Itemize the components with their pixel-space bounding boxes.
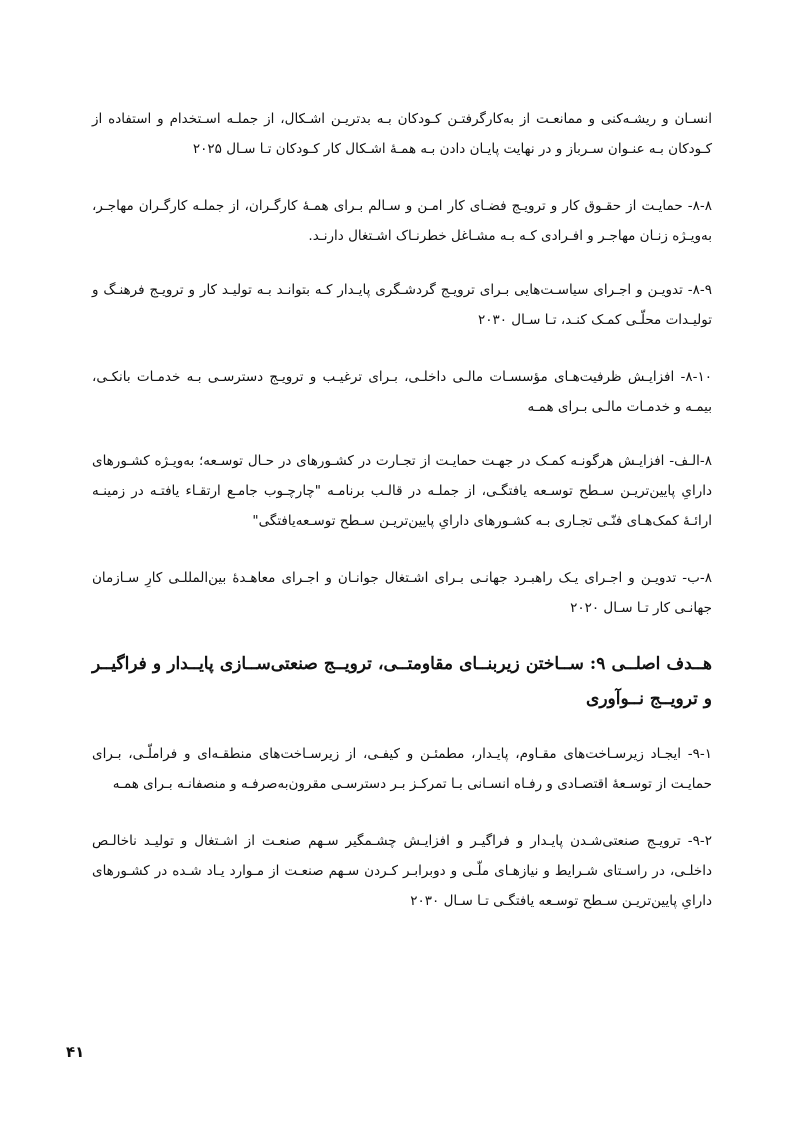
paragraph-target-9-1: ۹-۱- ایجـاد زیرسـاخت‌های مقـاوم، پایـدار، مطمئـن و کیفـی، از زیرسـاخت‌های منطقـه‌ای و فراملّـی، بـرای حمایـت از توسـعۀ اقتصـادی و رفـاه انسـانی بـا تمرکـز بـر دسترسـی مقرون‌به‌صرفـه و منصفانـه بـرای همـه <box>92 746 712 792</box>
paragraph-target-8-b: ۸-ب- تدویـن و اجـرای یـک راهبـرد جهانـی بـرای اشـتغال جوانـان و اجـرای معاهـدۀ بین‌المللـی کارِ سـازمان جهانـی کار تـا سـال ۲۰۲۰ <box>92 570 712 616</box>
paragraph-target-8-a: ۸-الـف- افزایـش هرگونـه کمـک در جهـت حمایـت از تجـارت در کشـورهای در حـال توسـعه؛ به‌ویـژه کشـورهای دارایِ پایین‌تریـن سـطح توسـعه یافتگـی، از جملـه در قالـب برنامـه "چارچـوب جامـع ارتقـاء یافتـه در زمینـه ارائـۀ کمک‌هـای فنّـی تجـاری بـه کشـورهای دارایِ پایین‌تریـن سـطح توسـعه‌یافتگی" <box>92 453 712 529</box>
page-number: ۴۱ <box>66 1043 85 1061</box>
paragraph-target-9-2: ۹-۲- ترویـج صنعتی‌شـدن پایـدار و فراگیـر و افزایـش چشـمگیر سـهم صنعـت از اشـتغال و تولیـد ناخالـص داخلـی، در راسـتای شـرایط و نیازهـای ملّـی و دوبرابـر کـردن سـهم صنعـت از مـوارد یـاد شـده در کشـورهای دارایِ پایین‌تریـن سـطح توسـعه یافتگـی تـا سـال ۲۰۳۰ <box>92 833 712 909</box>
paragraph-target-8-9: ۸-۹- تدویـن و اجـرای سیاسـت‌هایی بـرای ترویـج گردشـگری پایـدار کـه بتوانـد بـه تولیـد کار و ترویـج فرهنـگ و تولیـدات محلّـی کمـک کنـد، تـا سـال ۲۰۳۰ <box>92 282 712 328</box>
paragraph-target-8-8: ۸-۸- حمایـت از حقـوق کار و ترویـج فضـای کار امـن و سـالم بـرای همـۀ کارگـران، از جملـه کارگـران مهاجـر، به‌ویـژه زنـان مهاجـر و افـرادی کـه بـه مشـاغل خطرنـاک اشـتغال دارنـد. <box>92 198 712 244</box>
paragraph-target-8-10: ۸-۱۰- افزایـش ظرفیت‌هـای مؤسسـات مالـی داخلـی، بـرای ترغیـب و ترویـج دسترسـی بـه خدمـات بانکـی، بیمـه و خدمـات مالـی بـرای همـه <box>92 369 712 415</box>
paragraph-child-labour: انسـان و ریشـه‌کنی و ممانعـت از به‌کارگرفتـن کـودکان بـه بدتریـن اشـکال، از جملـه اسـتخدام و استفاده از کـودکان بـه عنـوان سـرباز و در نهایت پایـان دادن بـه همـۀ اشـکال کار کـودکان تـا سـال ۲۰۲۵ <box>92 111 712 157</box>
document-body <box>92 104 712 943</box>
goal-9-heading: هــدف اصلــی ۹: ســاختن زیربنــای مقاومتــی، ترویــج صنعتی‌ســازی پایــدار و فراگیــر و ترویــج نــوآوری <box>92 654 712 709</box>
